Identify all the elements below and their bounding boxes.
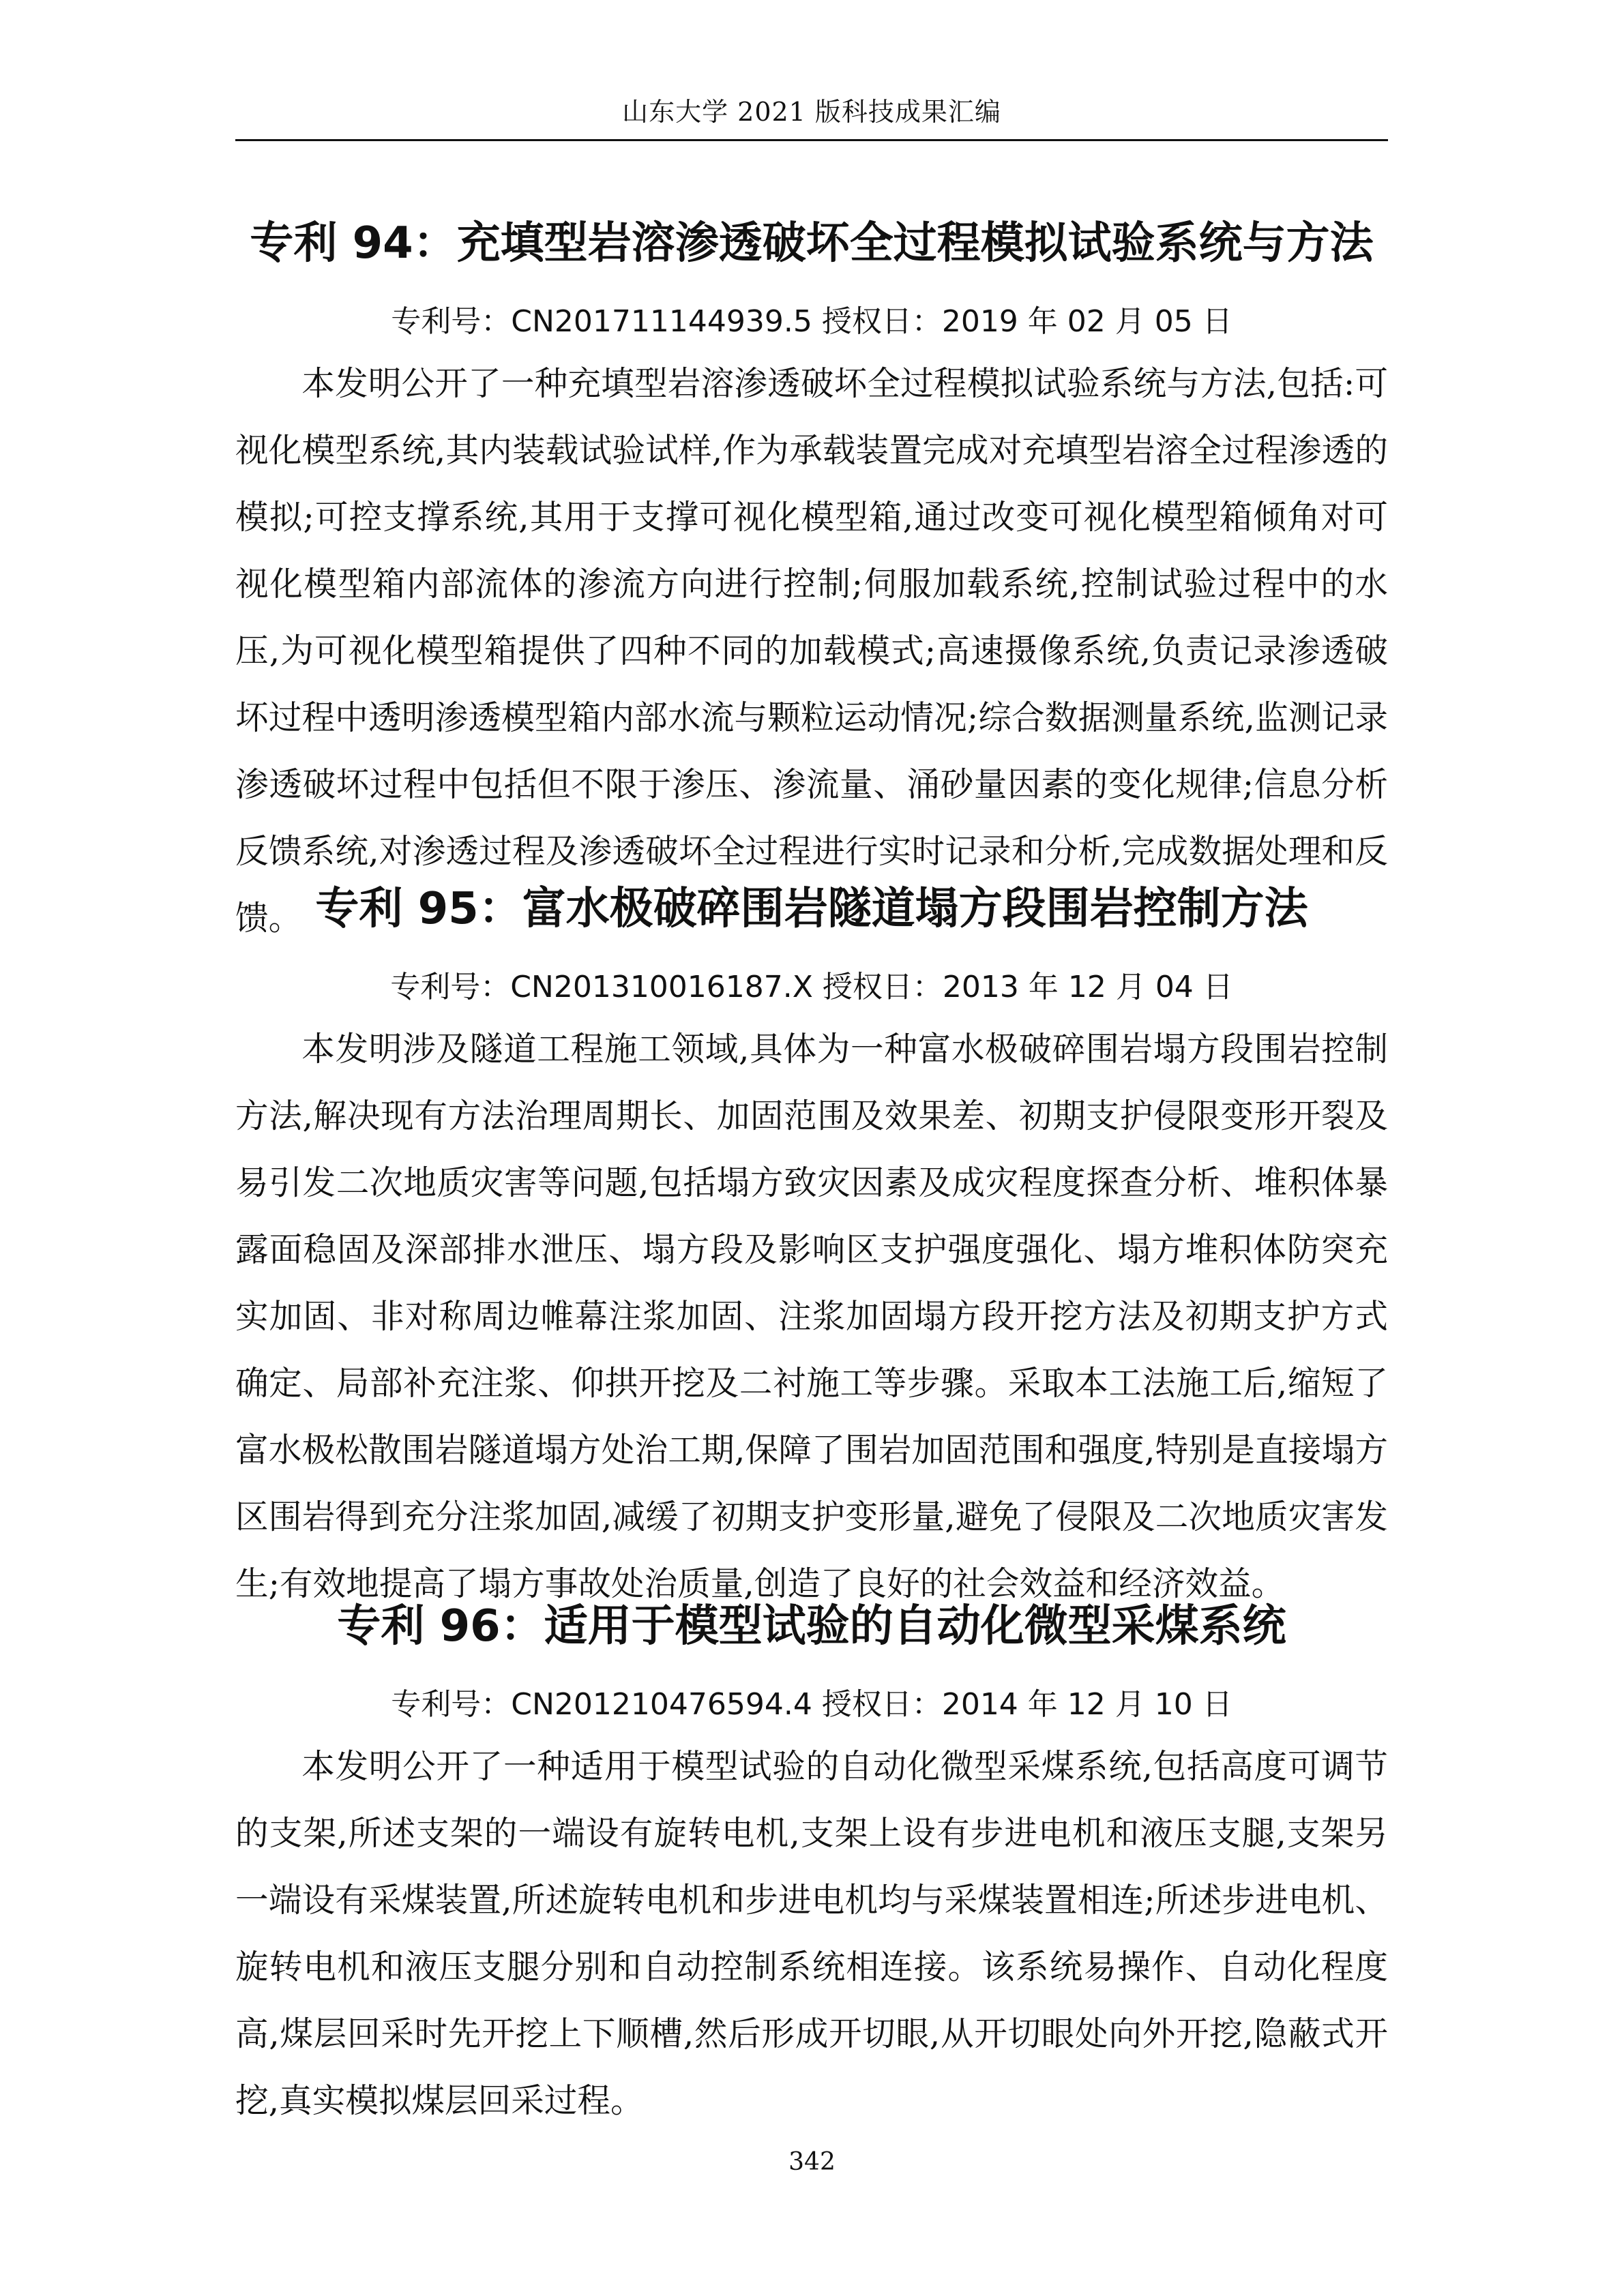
running-header: 山东大学 2021 版科技成果汇编 <box>622 97 1001 127</box>
patent-number: CN201711144939.5 <box>511 304 812 339</box>
grant-date-label: 授权日： <box>822 970 943 1004</box>
patent-entry-94 <box>235 213 1388 952</box>
patent-number-label: 专利号： <box>390 970 511 1004</box>
patent-number: CN201310016187.X <box>510 970 813 1004</box>
patent-number: CN201210476594.4 <box>511 1687 812 1722</box>
grant-date: 2013 年 12 月 04 日 <box>942 970 1233 1004</box>
patent-title: 专利 96：适用于模型试验的自动化微型采煤系统 <box>337 1601 1286 1652</box>
patent-title: 专利 95：富水极破碎围岩隧道塌方段围岩控制方法 <box>315 884 1308 934</box>
patent-number-label: 专利号： <box>391 304 512 339</box>
patent-meta <box>235 967 1388 1008</box>
patent-abstract: 本发明公开了一种充填型岩溶渗透破坏全过程模拟试验系统与方法,包括:可视化模型系统,其内装载试验试样,作为承载装置完成对充填型岩溶全过程渗透的模拟;可控支撑系统,其用于支撑可视化模型箱,通过改变可视化模型箱倾角对可视化模型箱内部流体的渗流方向进行控制;伺服加载系统,控制试验过程中的水压,为可视化模型箱提供了四种不同的加载模式;高速摄像系统,负责记录渗透破坏过程中透明渗透模型箱内部水流与颗粒运动情况;综合数据测量系统,监测记录渗透破坏过程中包括但不限于渗压、渗流量、涌砂量因素的变化规律;信息分析反馈系统,对渗透过程及渗透破坏全过程进行实时记录和分析,完成数据处理和反馈。 <box>235 365 1388 938</box>
patent-entry-96 <box>235 1596 1388 2134</box>
grant-date-label: 授权日： <box>821 1687 942 1722</box>
patent-title: 专利 94：充填型岩溶渗透破坏全过程模拟试验系统与方法 <box>250 218 1374 269</box>
patent-number-label: 专利号： <box>391 1687 512 1722</box>
grant-date: 2014 年 12 月 10 日 <box>941 1687 1232 1722</box>
patent-meta <box>235 1684 1388 1725</box>
grant-date: 2019 年 02 月 05 日 <box>941 304 1232 339</box>
patent-meta <box>235 301 1388 342</box>
page-number: 342 <box>788 2148 836 2176</box>
patent-abstract: 本发明涉及隧道工程施工领域,具体为一种富水极破碎围岩塌方段围岩控制方法,解决现有方法治理周期长、加固范围及效果差、初期支护侵限变形开裂及易引发二次地质灾害等问题,包括塌方致灾因素及成灾程度探查分析、堆积体暴露面稳固及深部排水泄压、塌方段及影响区支护强度强化、塌方堆积体防突充实加固、非对称周边帷幕注浆加固、注浆加固塌方段开挖方法及初期支护方式确定、局部补充注浆、仰拱开挖及二衬施工等步骤。采取本工法施工后,缩短了富水极松散围岩隧道塌方处治工期,保障了围岩加固范围和强度,特别是直接塌方区围岩得到充分注浆加固,减缓了初期支护变形量,避免了侵限及二次地质灾害发生;有效地提高了塌方事故处治质量,创造了良好的社会效益和经济效益。 <box>235 1030 1388 1603</box>
patent-abstract: 本发明公开了一种适用于模型试验的自动化微型采煤系统,包括高度可调节的支架,所述支架的一端设有旋转电机,支架上设有步进电机和液压支腿,支架另一端设有采煤装置,所述旋转电机和步进电机均与采煤装置相连;所述步进电机、旋转电机和液压支腿分别和自动控制系统相连接。该系统易操作、自动化程度高,煤层回采时先开挖上下顺槽,然后形成开切眼,从开切眼处向外开挖,隐蔽式开挖,真实模拟煤层回采过程。 <box>235 1748 1388 2120</box>
header-rule <box>235 139 1388 141</box>
patent-entry-95 <box>235 878 1388 1617</box>
grant-date-label: 授权日： <box>821 304 942 339</box>
